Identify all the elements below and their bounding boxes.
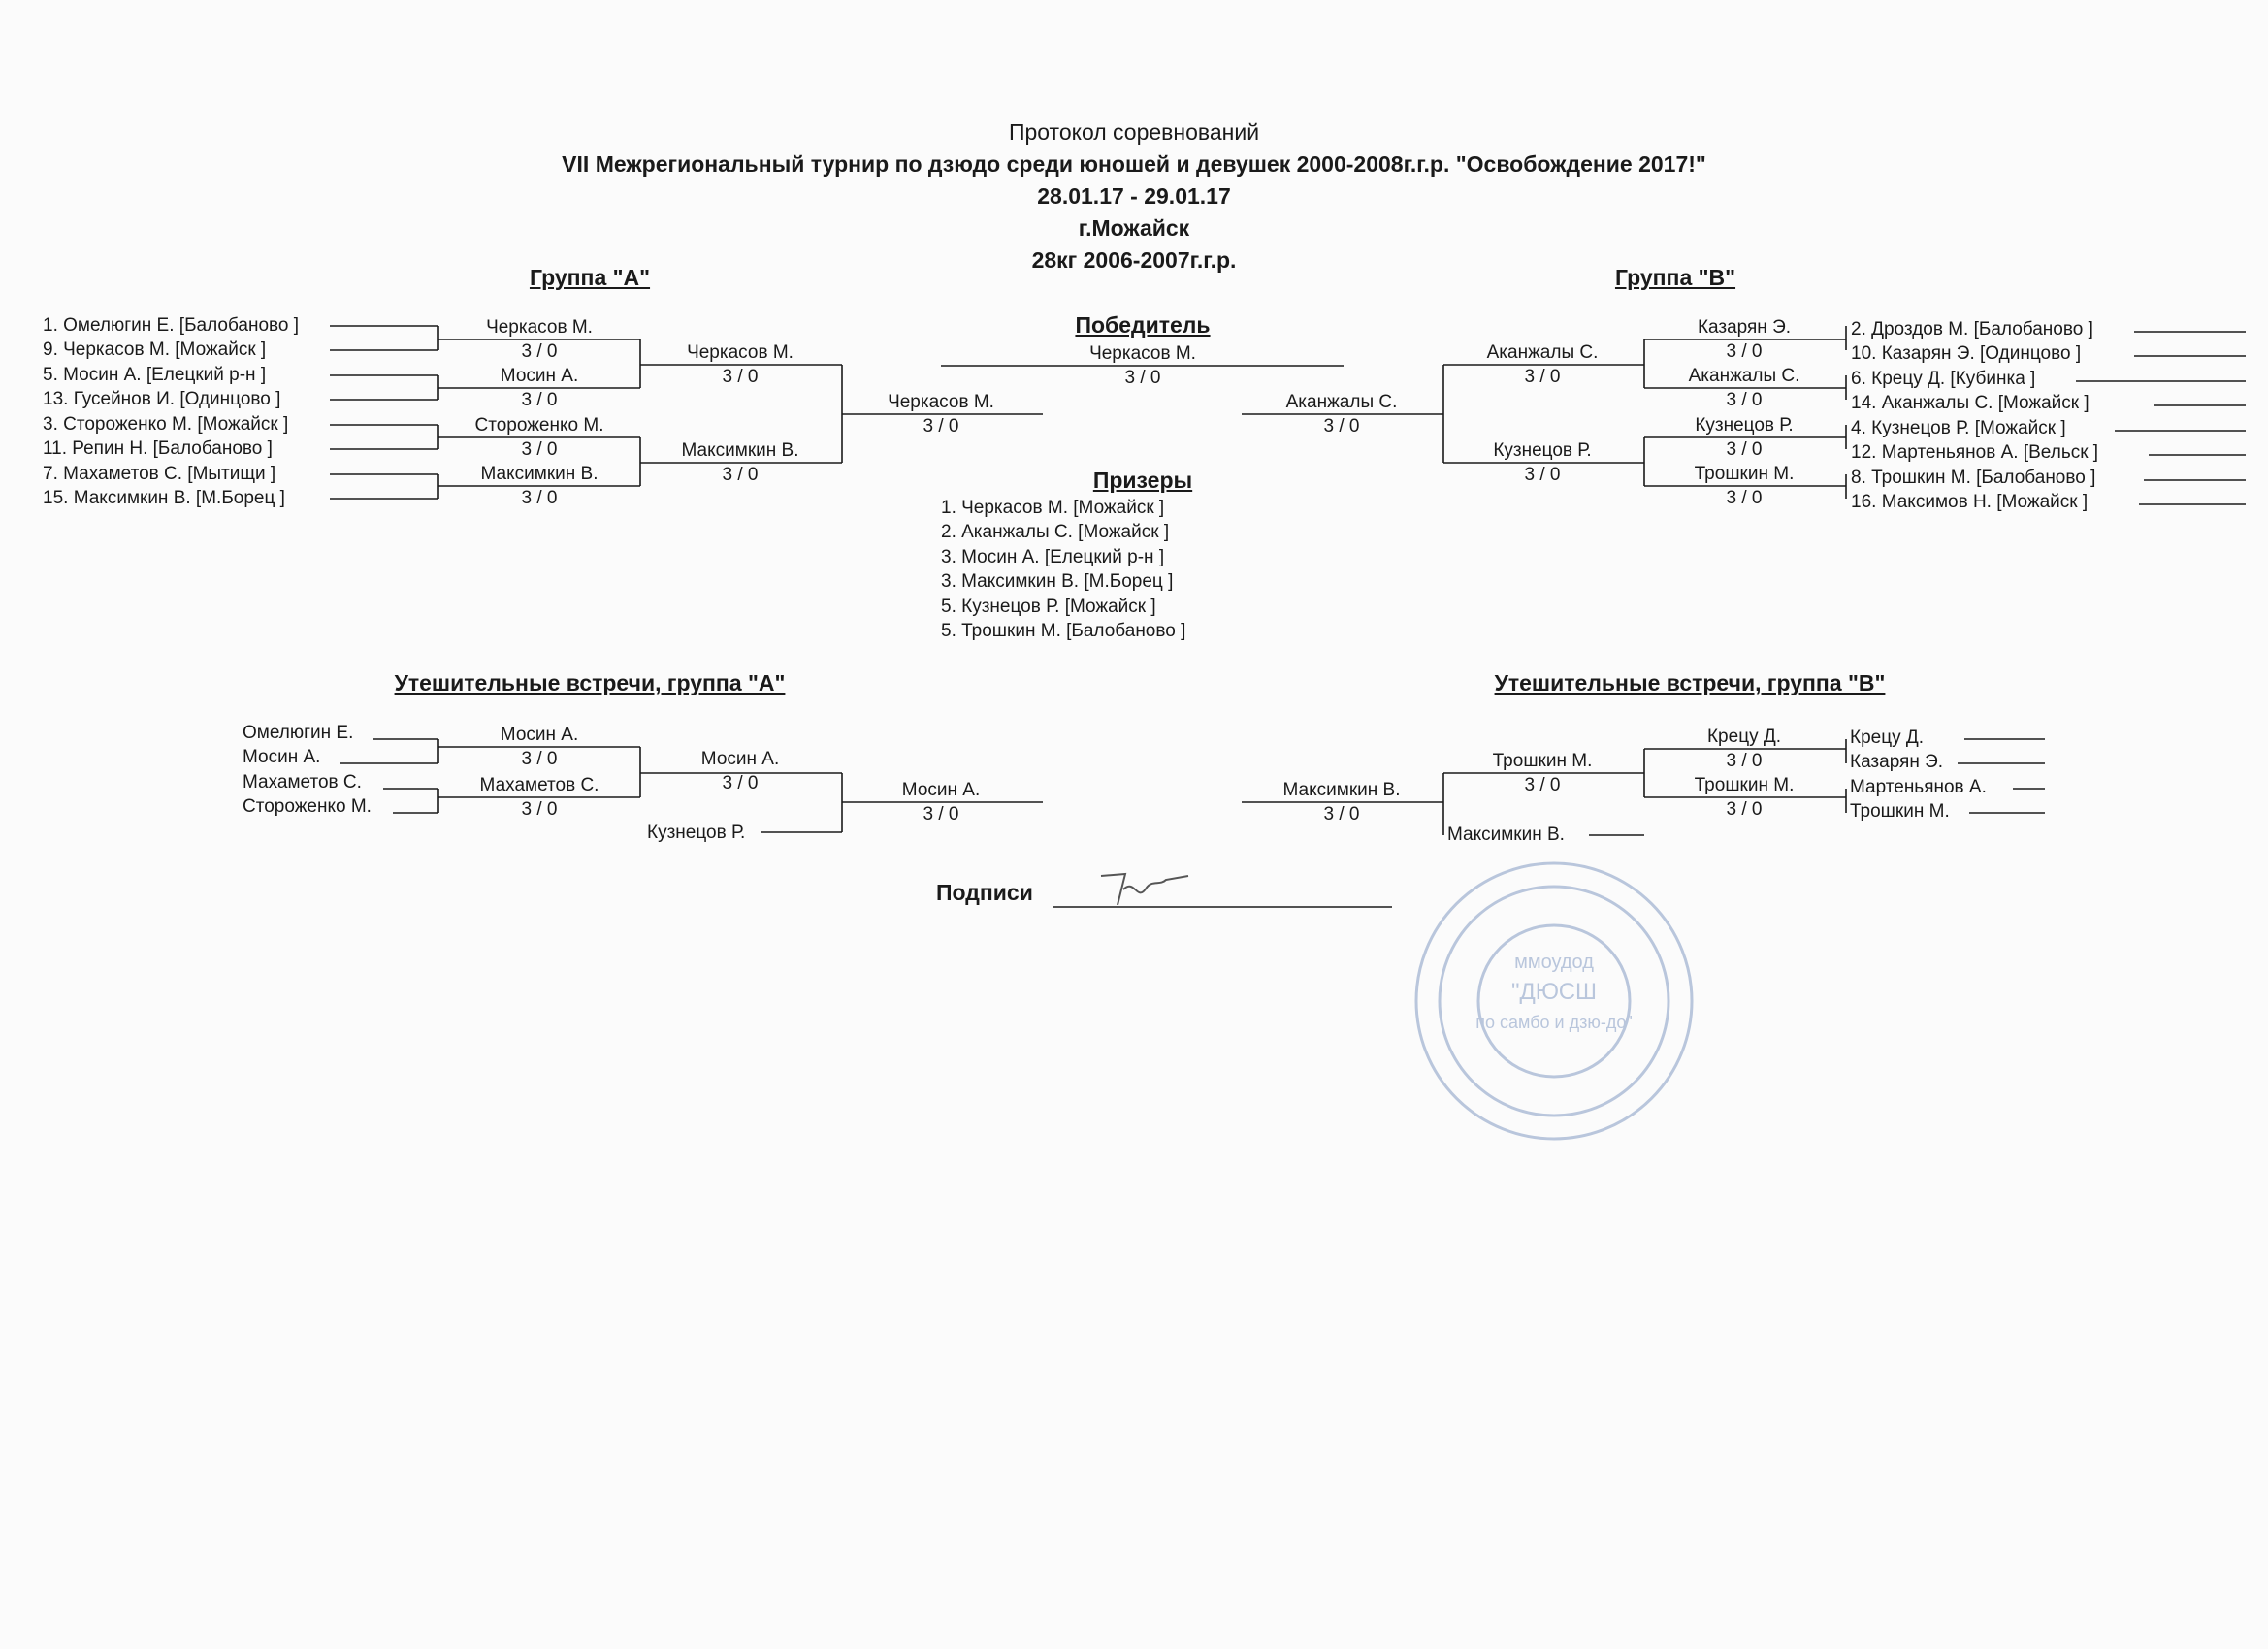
handwritten-signature (1096, 868, 1193, 912)
group-a-entry: 13. Гусейнов И. [Одинцово ] (43, 389, 281, 409)
consolation-b-entry: Казарян Э. (1850, 752, 1944, 772)
consolation-a-entry: Мосин А. (243, 747, 321, 767)
group-a-entry: 11. Репин Н. [Балобаново ] (43, 438, 273, 459)
consolation-a-final-winner: Мосин А. (901, 780, 981, 800)
consolation-a-title: Утешительные встречи, группа "А" (394, 670, 786, 695)
event-city: г.Можайск (1078, 215, 1190, 241)
group-a-entry: 7. Махаметов С. [Мытищи ] (43, 464, 276, 484)
consolation-a-r1-score: 3 / 0 (521, 799, 558, 820)
group-b-r2-score: 3 / 0 (1524, 465, 1561, 485)
group-a-r2-score: 3 / 0 (722, 465, 759, 485)
consolation-a-final-score: 3 / 0 (923, 804, 959, 824)
group-a-r1-winner: Максимкин В. (480, 464, 599, 484)
consolation-b-r2-score: 3 / 0 (1524, 775, 1561, 795)
svg-text:по самбо и дзю-до": по самбо и дзю-до" (1475, 1013, 1633, 1032)
svg-text:"ДЮСШ: "ДЮСШ (1510, 979, 1598, 1005)
consolation-b-r1-winner: Трошкин М. (1694, 775, 1795, 795)
event-dates: 28.01.17 - 29.01.17 (1037, 183, 1231, 209)
consolation-b-r1-score: 3 / 0 (1726, 751, 1763, 771)
tournament-title: VII Межрегиональный турнир по дзюдо среди юношей и девушек 2000-2008г.г.р. "Освобождение 2017!" (562, 151, 1706, 177)
group-b-entry: 6. Крецу Д. [Кубинка ] (1851, 369, 2036, 389)
group-a-entry: 3. Стороженко М. [Можайск ] (43, 414, 289, 435)
consolation-b-r1-score: 3 / 0 (1726, 799, 1763, 820)
group-b-final-score: 3 / 0 (1323, 416, 1360, 436)
group-b-r1-score: 3 / 0 (1726, 390, 1763, 410)
consolation-b-entry: Мартеньянов А. (1850, 777, 1987, 797)
protocol-title: Протокол соревнований (1008, 119, 1260, 145)
group-a-entry: 15. Максимкин В. [М.Борец ] (43, 488, 285, 508)
group-a-r1-score: 3 / 0 (521, 488, 558, 508)
consolation-b-entry: Крецу Д. (1850, 728, 1925, 748)
group-a-entry: 1. Омелюгин Е. [Балобаново ] (43, 315, 300, 336)
consolation-b-r2-winner: Трошкин М. (1492, 751, 1593, 771)
group-b-title: Группа "В" (1614, 265, 1736, 290)
group-b-entry: 12. Мартеньянов А. [Вельск ] (1851, 442, 2099, 463)
group-b-r1-winner: Трошкин М. (1694, 464, 1795, 484)
prize-item: 5. Кузнецов Р. [Можайск ] (941, 597, 1156, 617)
group-b-final-winner: Аканжалы С. (1285, 392, 1398, 412)
group-a-r1-winner: Мосин А. (500, 366, 579, 386)
consolation-a-extra: Кузнецов Р. (647, 823, 746, 843)
winner-score: 3 / 0 (1124, 368, 1161, 388)
group-b-r1-score: 3 / 0 (1726, 488, 1763, 508)
group-b-entry: 2. Дроздов М. [Балобаново ] (1851, 319, 2093, 340)
group-b-r1-winner: Казарян Э. (1697, 317, 1792, 338)
group-a-r2-winner: Черкасов М. (687, 342, 794, 363)
consolation-a-entry: Стороженко М. (243, 796, 372, 817)
consolation-a-r1-winner: Мосин А. (500, 725, 579, 745)
group-b-r2-score: 3 / 0 (1524, 367, 1561, 387)
consolation-a-entry: Омелюгин Е. (243, 723, 354, 743)
consolation-a-r2-winner: Мосин А. (700, 749, 780, 769)
group-b-entry: 16. Максимов Н. [Можайск ] (1851, 492, 2089, 512)
signature-label: Подписи (936, 880, 1033, 905)
consolation-a-r1-winner: Махаметов С. (479, 775, 599, 795)
group-b-r1-score: 3 / 0 (1726, 439, 1763, 460)
consolation-b-entry: Трошкин М. (1850, 801, 1950, 822)
prize-item: 3. Мосин А. [Елецкий р-н ] (941, 547, 1165, 567)
svg-text:ммоудод: ммоудод (1514, 952, 1594, 973)
group-a-entry: 5. Мосин А. [Елецкий р-н ] (43, 365, 267, 385)
group-a-final-score: 3 / 0 (923, 416, 959, 436)
consolation-b-final-score: 3 / 0 (1323, 804, 1360, 824)
prize-item: 2. Аканжалы С. [Можайск ] (941, 522, 1170, 542)
group-a-r1-winner: Стороженко М. (474, 415, 604, 436)
group-a-r1-winner: Черкасов М. (486, 317, 593, 338)
group-b-r2-winner: Кузнецов Р. (1493, 440, 1592, 461)
group-a-r1-score: 3 / 0 (521, 439, 558, 460)
consolation-a-r1-score: 3 / 0 (521, 749, 558, 769)
group-b-entry: 8. Трошкин М. [Балобаново ] (1851, 468, 2096, 488)
group-b-entry: 14. Аканжалы С. [Можайск ] (1851, 393, 2090, 413)
group-a-r2-score: 3 / 0 (722, 367, 759, 387)
group-a-title: Группа "А" (529, 265, 651, 290)
consolation-a-r2-score: 3 / 0 (722, 773, 759, 793)
group-b-r1-score: 3 / 0 (1726, 341, 1763, 362)
prize-item: 1. Черкасов М. [Можайск ] (941, 498, 1165, 518)
consolation-b-r1-winner: Крецу Д. (1706, 727, 1782, 747)
group-b-r1-winner: Кузнецов Р. (1695, 415, 1794, 436)
group-a-final-winner: Черкасов М. (888, 392, 994, 412)
consolation-a-entry: Махаметов С. (243, 772, 362, 792)
organization-stamp (1407, 854, 1702, 1149)
prize-item: 3. Максимкин В. [М.Борец ] (941, 571, 1174, 592)
weight-category: 28кг 2006-2007г.г.р. (1031, 247, 1237, 273)
group-b-r2-winner: Аканжалы С. (1486, 342, 1599, 363)
group-b-entry: 4. Кузнецов Р. [Можайск ] (1851, 418, 2066, 438)
consolation-b-extra: Максимкин В. (1447, 824, 1565, 845)
consolation-b-title: Утешительные встречи, группа "В" (1494, 670, 1886, 695)
group-a-r1-score: 3 / 0 (521, 390, 558, 410)
winner-title: Победитель (1075, 312, 1211, 338)
group-a-r1-score: 3 / 0 (521, 341, 558, 362)
group-a-entry: 9. Черкасов М. [Можайск ] (43, 340, 267, 360)
group-a-r2-winner: Максимкин В. (681, 440, 799, 461)
prize-item: 5. Трошкин М. [Балобаново ] (941, 621, 1186, 641)
prizes-title: Призеры (1092, 468, 1193, 493)
group-b-entry: 10. Казарян Э. [Одинцово ] (1851, 343, 2082, 364)
group-b-r1-winner: Аканжалы С. (1688, 366, 1800, 386)
consolation-b-final-winner: Максимкин В. (1282, 780, 1401, 800)
winner-name: Черкасов М. (1089, 343, 1196, 364)
